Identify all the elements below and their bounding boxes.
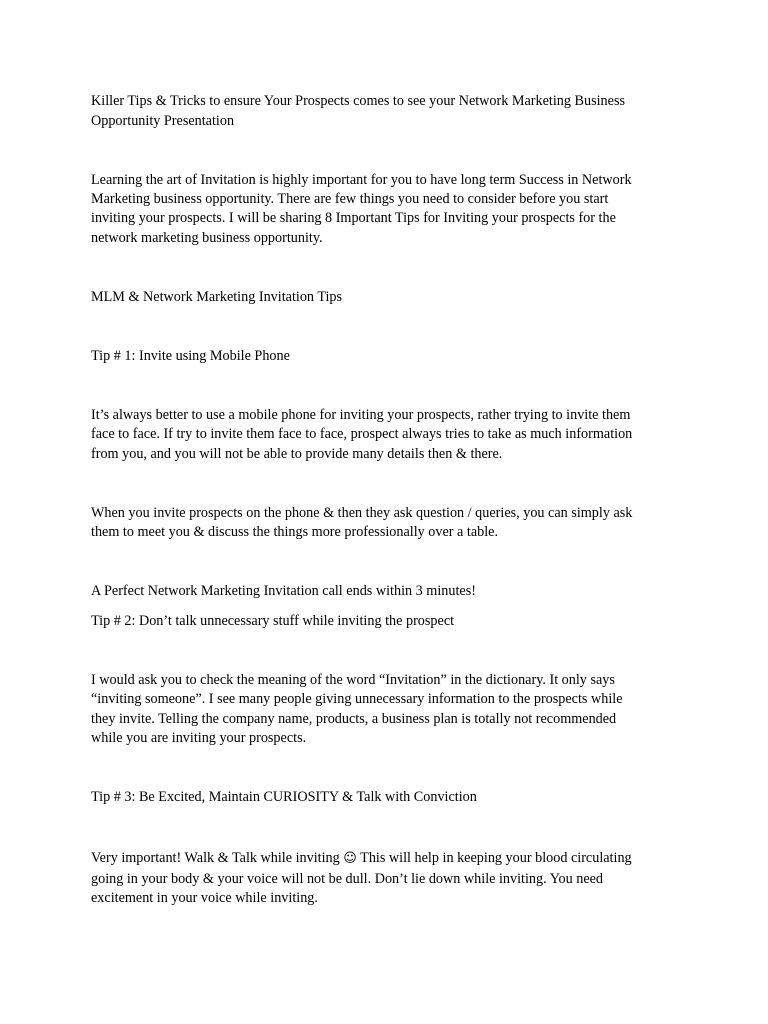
tip1-para1-line-2: face to face. If try to invite them face to face, prospect always tries to take as much information (91, 426, 633, 442)
tip3-para-line-3: excitement in your voice while inviting. (91, 890, 318, 906)
tip1-para1-line-3: from you, and you will not be able to provide many details then & there. (91, 446, 503, 462)
intro-line-2: Marketing business opportunity. There are few things you need to consider before you start (91, 191, 609, 207)
title-line-1: Killer Tips & Tricks to ensure Your Prospects comes to see your Network Marketing Business (91, 93, 625, 109)
tip2-para-line-3: they invite. Telling the company name, products, a business plan is totally not recommended (91, 711, 617, 727)
intro-line-1: Learning the art of Invitation is highly important for you to have long term Success in Network (91, 172, 632, 188)
tip1-para1-line-1: It’s always better to use a mobile phone for inviting your prospects, rather trying to invite them (91, 407, 631, 423)
tip1-heading: Tip # 1: Invite using Mobile Phone (91, 348, 290, 364)
tip1-para2-line-1: When you invite prospects on the phone & then they ask question / queries, you can simply ask (91, 505, 633, 521)
tip1-closing: A Perfect Network Marketing Invitation call ends within 3 minutes! (91, 583, 476, 599)
intro-line-3: inviting your prospects. I will be sharing 8 Important Tips for Inviting your prospects for the (91, 210, 616, 226)
tip3-para-line-2: going in your body & your voice will not be dull. Don’t lie down while inviting. You need (91, 871, 604, 887)
tip3-para-line-1 (91, 849, 691, 869)
tip1-para2-line-2: them to meet you & discuss the things more professionally over a table. (91, 524, 499, 540)
tip3-para-line-1-end: This will help in keeping your blood circulating (356, 850, 632, 866)
tip2-para-line-2: “inviting someone”. I see many people giving unnecessary information to the prospects while (91, 691, 623, 707)
tip3-heading: Tip # 3: Be Excited, Maintain CURIOSITY & Talk with Conviction (91, 789, 477, 805)
title-line-2: Opportunity Presentation (91, 113, 235, 129)
tip2-heading: Tip # 2: Don’t talk unnecessary stuff while inviting the prospect (91, 613, 455, 629)
tip2-para-line-1: I would ask you to check the meaning of the word “Invitation” in the dictionary. It only says (91, 672, 615, 688)
section-heading: MLM & Network Marketing Invitation Tips (91, 289, 343, 305)
intro-line-4: network marketing business opportunity. (91, 230, 323, 246)
smiley-icon: ☺ (343, 851, 357, 866)
tip3-para-line-1-start: Very important! Walk & Talk while inviting (91, 850, 344, 866)
tip2-para-line-4: while you are inviting your prospects. (91, 730, 307, 746)
